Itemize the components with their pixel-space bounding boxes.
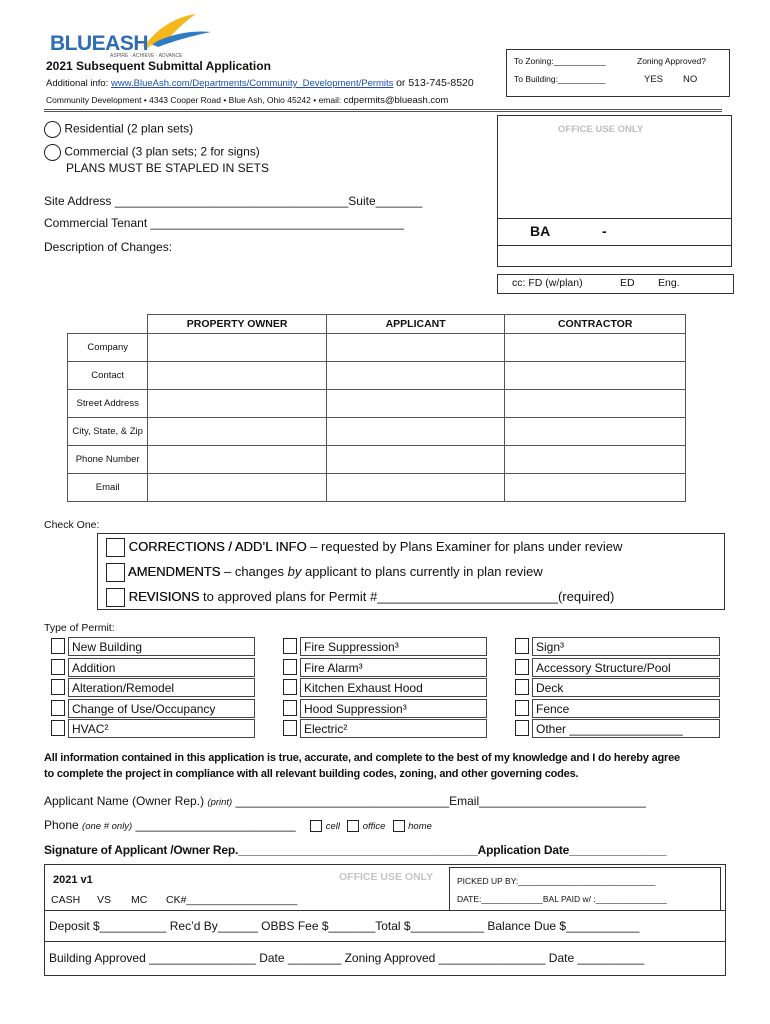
fire-suppression-label: Fire Suppression³ [300, 637, 487, 656]
table-cell[interactable] [326, 390, 505, 418]
col-contractor: CONTRACTOR [505, 315, 686, 334]
home-checkbox[interactable] [393, 820, 405, 832]
deck-label: Deck [532, 678, 720, 697]
blue-ash-logo [46, 14, 216, 62]
revisions-checkbox[interactable] [106, 588, 125, 607]
table-row [68, 418, 686, 446]
approvals-text: Building Approved ________________ Date ________ Zoning Approved ________________ Date __________ [49, 951, 645, 965]
corrections-title: CORRECTIONS / ADD’L INFO [128, 538, 307, 554]
row-label: City, State, & Zip [68, 418, 148, 446]
amendments-desc-a: – changes [223, 563, 284, 579]
change-of-use-label: Change of Use/Occupancy [68, 699, 255, 718]
amendments-option[interactable] [106, 563, 543, 582]
cc-ed: ED [620, 277, 635, 289]
office-use-title: OFFICE USE ONLY [558, 124, 644, 135]
revisions-desc: to approved plans for Permit #_________________________(required) [203, 588, 615, 604]
row-label: Phone Number [68, 446, 148, 474]
cc-box [497, 274, 734, 294]
no-option[interactable]: NO [683, 74, 698, 85]
fence-checkbox[interactable] [515, 700, 529, 716]
new-building-checkbox[interactable] [51, 638, 65, 654]
other-checkbox[interactable] [515, 720, 529, 736]
other-label: Other _________________ [532, 719, 720, 738]
check-one-label: Check One: [44, 519, 100, 531]
corrections-checkbox[interactable] [106, 538, 125, 557]
fire-suppression-checkbox[interactable] [283, 638, 297, 654]
office-label: office [362, 821, 386, 832]
office-use-box [497, 115, 732, 267]
applicant-name-label: Applicant Name (Owner Rep.) [44, 794, 205, 808]
amendments-checkbox[interactable] [106, 563, 125, 582]
table-cell[interactable] [326, 418, 505, 446]
picked-up-label: PICKED UP BY:_____________________________ [457, 876, 656, 886]
applicant-name-line[interactable]: ________________________________Email_________________________ [235, 794, 646, 808]
office-use-bottom-title: OFFICE USE ONLY [339, 871, 434, 883]
phone-hint: (one # only) [82, 821, 133, 832]
table-row [68, 362, 686, 390]
commercial-tenant-field[interactable]: Commercial Tenant ______________________________________ [44, 216, 405, 230]
address-line [46, 95, 448, 106]
hood-suppression-label: Hood Suppression³ [300, 699, 487, 718]
electric-checkbox[interactable] [283, 720, 297, 736]
print-hint: (print) [207, 797, 233, 808]
office-checkbox[interactable] [347, 820, 359, 832]
commercial-option[interactable] [44, 144, 260, 161]
additional-info [46, 77, 474, 89]
address-text: Community Development • 4343 Cooper Road • Blue Ash, Ohio 45242 • email: [46, 95, 342, 105]
to-building: To Building:__________ [514, 74, 606, 84]
col-property-owner: PROPERTY OWNER [148, 315, 327, 334]
applicant-name-row[interactable] [44, 794, 646, 808]
residential-label: Residential (2 plan sets) [64, 121, 194, 136]
parties-table [67, 314, 686, 502]
mc-label: MC [131, 894, 148, 906]
alteration-checkbox[interactable] [51, 679, 65, 695]
ba-box [498, 218, 731, 246]
yes-option[interactable]: YES [644, 74, 664, 85]
kitchen-hood-checkbox[interactable] [283, 679, 297, 695]
corrections-option[interactable] [106, 538, 622, 557]
table-cell[interactable] [505, 362, 686, 390]
date-bal-label: DATE:_____________BAL PAID w/ :_______________ [457, 894, 667, 904]
amendments-by: by [287, 563, 302, 579]
ba-label: BA [530, 223, 551, 239]
residential-option[interactable] [44, 121, 193, 138]
table-row [68, 334, 686, 362]
table-cell[interactable] [505, 474, 686, 502]
page-title: 2021 Subsequent Submittal Application [46, 59, 271, 73]
table-cell[interactable] [148, 390, 327, 418]
table-cell[interactable] [505, 334, 686, 362]
permit-type-label: Type of Permit: [44, 622, 115, 634]
addition-label: Addition [68, 658, 255, 677]
fire-alarm-checkbox[interactable] [283, 659, 297, 675]
table-cell[interactable] [326, 362, 505, 390]
fees-row [45, 910, 725, 942]
table-header-row [68, 315, 686, 334]
table-cell[interactable] [326, 334, 505, 362]
amendments-desc-b: applicant to plans currently in plan review [304, 563, 543, 579]
row-label: Email [68, 474, 148, 502]
site-address-field[interactable]: Site Address ___________________________________Suite_______ [44, 194, 423, 208]
home-label: home [408, 821, 432, 832]
table-cell[interactable] [148, 334, 327, 362]
accessory-structure-checkbox[interactable] [515, 659, 529, 675]
revisions-option[interactable] [106, 588, 614, 607]
table-row [68, 390, 686, 418]
phone-line[interactable]: ________________________ [135, 818, 296, 832]
revisions-title: REVISIONS [128, 588, 200, 604]
table-cell[interactable] [505, 418, 686, 446]
table-cell[interactable] [148, 362, 327, 390]
cell-label: cell [325, 821, 341, 832]
staple-note: PLANS MUST BE STAPLED IN SETS [66, 161, 269, 175]
ck-label: CK#___________________ [166, 894, 298, 906]
logo-tagline: ASPIRE · ACHIEVE · ADVANCE [110, 53, 183, 59]
hood-suppression-checkbox[interactable] [283, 700, 297, 716]
fees-text: Deposit $__________ Rec’d By______ OBBS Fee $_______Total $___________ Balance Due $___________ [49, 919, 640, 933]
corrections-desc: – requested by Plans Examiner for plans under review [310, 538, 623, 554]
zoning-box [506, 49, 730, 97]
cc-fd: cc: FD (w/plan) [512, 277, 583, 289]
table-cell[interactable] [148, 474, 327, 502]
change-of-use-checkbox[interactable] [51, 700, 65, 716]
phone-row[interactable] [44, 818, 432, 832]
hvac-label: HVAC² [68, 719, 255, 738]
info-phone: or 513-745-8520 [396, 77, 474, 89]
table-row [68, 446, 686, 474]
addition-checkbox[interactable] [51, 659, 65, 675]
table-cell[interactable] [326, 446, 505, 474]
kitchen-hood-label: Kitchen Exhaust Hood [300, 678, 487, 697]
row-label: Company [68, 334, 148, 362]
check-one-box [97, 533, 725, 610]
hvac-checkbox[interactable] [51, 720, 65, 736]
accessory-structure-label: Accessory Structure/Pool [532, 658, 720, 677]
certification-line-1: All information contained in this application is true, accurate, and complete to the best of my knowledge and I do hereby agree [44, 752, 680, 764]
info-prefix: Additional info: [46, 78, 109, 89]
col-applicant: APPLICANT [326, 315, 505, 334]
cell-checkbox[interactable] [310, 820, 322, 832]
signature-row[interactable]: Signature of Applicant /Owner Rep._____________________________________Application Date_______________ [44, 843, 667, 857]
fence-label: Fence [532, 699, 720, 718]
to-zoning: To Zoning:___________ [514, 56, 606, 66]
table-cell[interactable] [505, 446, 686, 474]
picked-up-box [449, 867, 721, 911]
vs-label: VS [97, 894, 112, 906]
table-cell[interactable] [326, 474, 505, 502]
table-cell[interactable] [505, 390, 686, 418]
new-building-label: New Building [68, 637, 255, 656]
row-label: Street Address [68, 390, 148, 418]
version-label: 2021 v1 [53, 874, 93, 886]
table-row [68, 474, 686, 502]
cc-eng: Eng. [658, 277, 680, 289]
logo-text: BLUEASH [50, 32, 149, 55]
permits-link[interactable]: www.BlueAsh.com/Departments/Community_Development/Permits [110, 78, 394, 89]
ba-dash: - [602, 223, 607, 239]
deck-checkbox[interactable] [515, 679, 529, 695]
header-rule [44, 109, 722, 112]
commercial-label: Commercial (3 plan sets; 2 for signs) [64, 144, 260, 159]
certification-line-2: to complete the project in compliance with all relevant building codes, zoning, and other governing codes. [44, 768, 579, 780]
table-cell[interactable] [148, 418, 327, 446]
amendments-title: AMENDMENTS [127, 563, 221, 579]
residential-radio[interactable] [44, 121, 61, 138]
office-bottom-box [44, 864, 726, 976]
sign-label: Sign³ [532, 637, 720, 656]
table-corner [68, 315, 148, 334]
description-label: Description of Changes: [44, 240, 173, 254]
sign-checkbox[interactable] [515, 638, 529, 654]
electric-label: Electric² [300, 719, 487, 738]
phone-label: Phone [44, 818, 79, 832]
commercial-radio[interactable] [44, 144, 61, 161]
fire-alarm-label: Fire Alarm³ [300, 658, 487, 677]
table-cell[interactable] [148, 446, 327, 474]
zoning-approved-label: Zoning Approved? [637, 56, 706, 66]
email-link[interactable]: cdpermits@blueash.com [343, 95, 449, 106]
row-label: Contact [68, 362, 148, 390]
cash-label: CASH [51, 894, 81, 906]
alteration-label: Alteration/Remodel [68, 678, 255, 697]
